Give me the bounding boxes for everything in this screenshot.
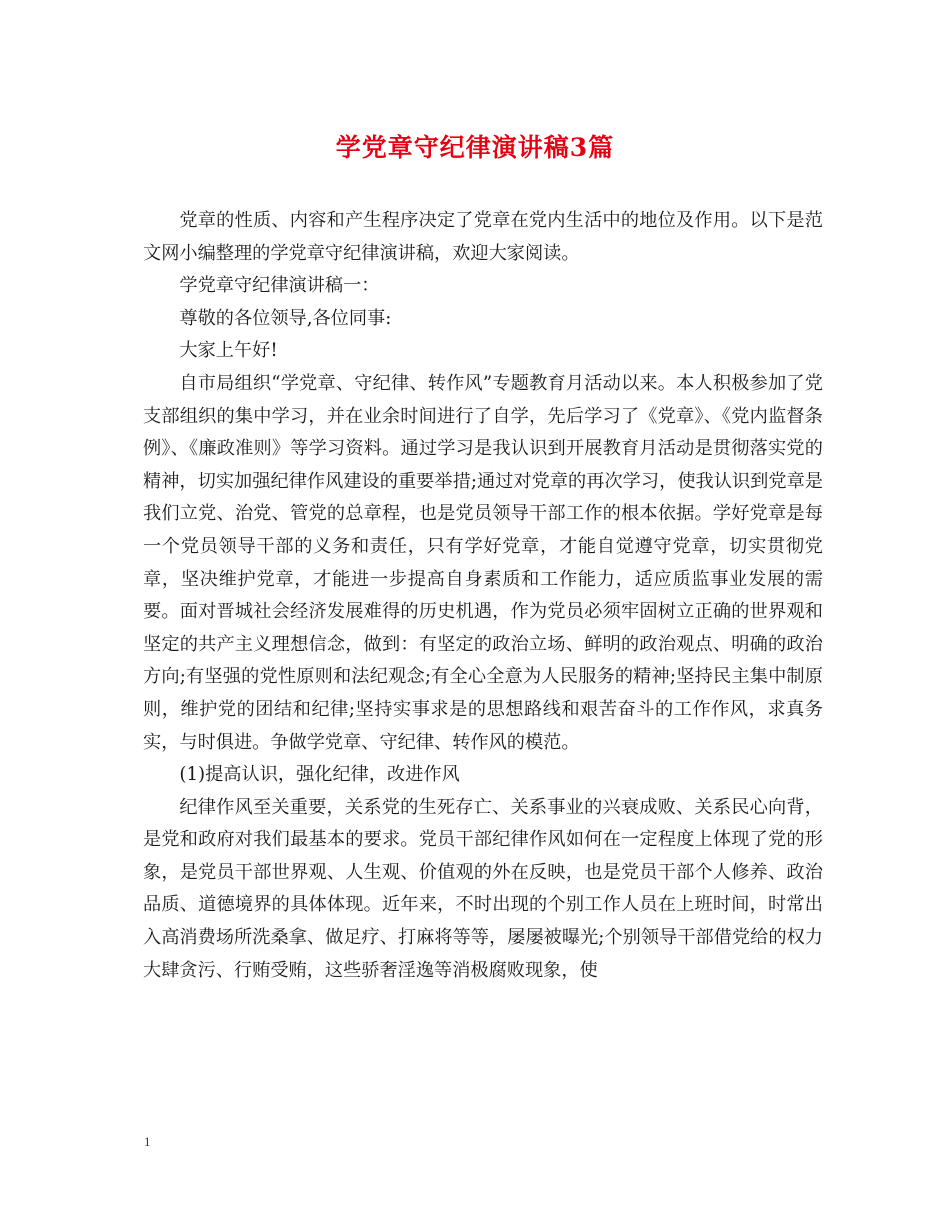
paragraph-speech-heading: 学党章守纪律演讲稿一： xyxy=(179,275,380,297)
paragraph-greeting: 大家上午好! xyxy=(179,340,278,362)
paragraph-main-2: 纪律作风至关重要，关系党的生死存亡、关系事业的兴衰成败、关系民心向背，是党和政府对我们最基本的要求。党员干部纪律作风如何在一定程度上体现了党的形象，是党员干部世界观、人生观、价值观的外在反映，也是党员干部个人修养、政治品质、道德境界的具体体现。近年来，不时出现的个别工作人员在上班时间，时常出入高消费场所洗桑拿、做足疗、打麻将等等，屡屡被曝光;个别领导干部借党给的权力大肆贪污、行贿受贿，这些骄奢淫逸等消极腐败现象，使 xyxy=(143,796,823,981)
paragraph-salutation: 尊敬的各位领导,各位同事: xyxy=(179,307,392,329)
paragraph-main-1: 自市局组织“学党章、守纪律、转作风”专题教育月活动以来。本人积极参加了党支部组织的集中学习，并在业余时间进行了自学，先后学习了《党章》、《党内监督条例》、《廉政准则》等学习资料。通过学习是我认识到开展教育月活动是贯彻落实党的精神，切实加强纪律作风建设的重要举措;通过对党章的再次学习，使我认识到党章是我们立党、治党、管党的总章程，也是党员领导干部工作的根本依据。学好党章是每一个党员领导干部的义务和责任，只有学好党章，才能自觉遵守党章，切实贯彻党章，坚决维护党章，才能进一步提高自身素质和工作能力，适应质监事业发展的需要。面对晋城社会经济发展难得的历史机遇，作为党员必须牢固树立正确的世界观和坚定的共产主义理想信念，做到：有坚定的政治立场、鲜明的政治观点、明确的政治方向;有坚强的党性原则和法纪观念;有全心全意为人民服务的精神;坚持民主集中制原则，维护党的团结和纪律;坚持实事求是的思想路线和艰苦奋斗的工作作风，求真务实，与时俱进。争做学党章、守纪律、转作风的模范。 xyxy=(143,372,823,753)
paragraph-intro: 党章的性质、内容和产生程序决定了党章在党内生活中的地位及作用。以下是范文网小编整理的学党章守纪律演讲稿，欢迎大家阅读。 xyxy=(143,210,823,264)
page-number: 1 xyxy=(144,1134,151,1149)
paragraph-section-heading: (1)提高认识，强化纪律，改进作风 xyxy=(179,764,460,786)
document-body xyxy=(143,205,823,987)
document-title: 学党章守纪律演讲稿3篇 xyxy=(335,133,615,162)
